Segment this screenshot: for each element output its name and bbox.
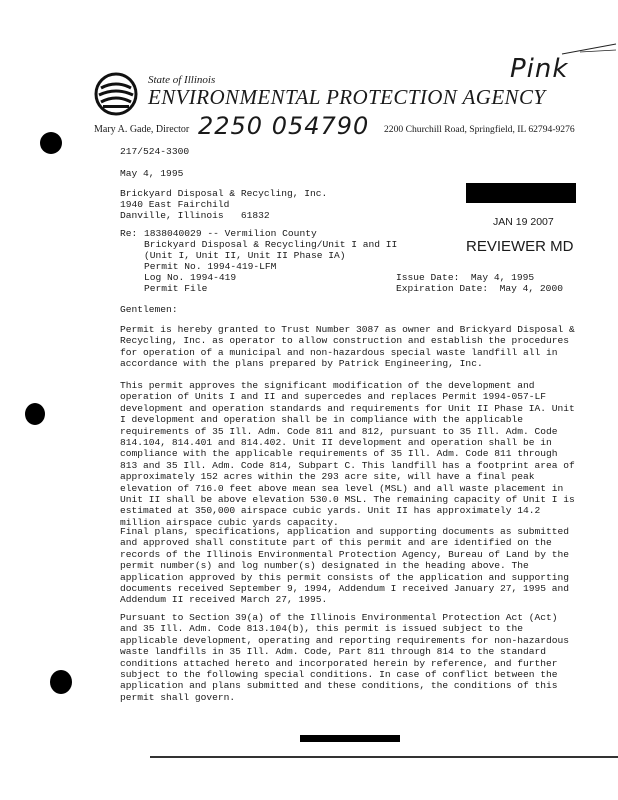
body-paragraph-1: Permit is hereby granted to Trust Number 3087 as owner and Brickyard Disposal & Recycling, Inc. as operator to allow construction and establish the procedures for operation of a municipal and non-hazardous special waste landfill all in accordance with the plans prepared by Patrick Engineering, Inc. (120, 324, 575, 370)
reviewer-stamp: REVIEWER MD (466, 238, 574, 255)
top-right-scribble (560, 40, 618, 60)
director-line: Mary A. Gade, Director (94, 124, 190, 135)
punch-hole (40, 132, 62, 154)
salutation: Gentlemen: (120, 304, 178, 315)
re-log-number: Log No. 1994-419 (144, 272, 237, 283)
body-paragraph-3: Final plans, specifications, application and supporting documents as submitted and approved shall constitute part of this permit and are identified on the records of the Illinois Environmental Protection Agency, Bureau of Land by the permit number(s) and log number(s) designated in the heading above. The application approved by this permit consists of the application and supporting documents received September 9, 1994, Addendum I received January 27, 1995 and Addendum II received March 27, 1995. (120, 526, 570, 606)
re-line-3: (Unit I, Unit II, Unit II Phase IA) (144, 250, 346, 261)
re-line-2: Brickyard Disposal & Recycling/Unit I and II (144, 239, 398, 250)
state-of-illinois: State of Illinois (148, 74, 216, 86)
punch-hole (50, 670, 72, 694)
handwritten-document-number: 2250 054790 (198, 112, 370, 140)
re-permit-number: Permit No. 1994-419-LFM (144, 261, 277, 272)
re-line-1: 1838040029 -- Vermilion County (144, 228, 317, 239)
re-permit-file: Permit File (144, 283, 208, 294)
recipient-line-1: Brickyard Disposal & Recycling, Inc. (120, 188, 328, 199)
redaction-bar (466, 183, 576, 203)
re-label: Re: (120, 228, 138, 239)
agency-name: ENVIRONMENTAL PROTECTION AGENCY (148, 85, 546, 109)
body-paragraph-2: This permit approves the significant modification of the development and operation of Units I and II and supercedes and replaces Permit 1994-057-LF development and operation standards and requirements for Unit II Phase IA. Unit I development and operation shall be in compliance with the applicable requirements of 35 Ill. Adm. Code 811 and 812, pursuant to 35 Ill. Adm. Code 814.104, 814.401 and 814.402. Unit II development and operation shall be in compliance with the applicable requirements of 35 Ill. Adm. Code 811 through 813 and 35 Ill. Adm. Code 814, Subpart C. This landfill has a footprint area of approximately 152 acres within the 293 acre site, will have a final peak elevation of 716.0 feet above mean sea level (MSL) and all waste placement in Unit II shall be above elevation 530.0 MSL. The remaining capacity of Unit I is estimated at 350,000 airspace cubic yards. Unit II has approximately 14.2 million airspace cubic yards capacity. (120, 380, 575, 528)
received-date-stamp: JAN 19 2007 (493, 216, 554, 228)
scan-line (150, 756, 618, 758)
recipient-line-3: Danville, Illinois 61832 (120, 210, 270, 221)
letter-date: May 4, 1995 (120, 168, 184, 179)
phone-number: 217/524-3300 (120, 146, 190, 157)
punch-hole (25, 403, 45, 425)
issue-date: Issue Date: May 4, 1995 (396, 272, 535, 283)
agency-address: 2200 Churchill Road, Springfield, IL 62794-9276 (384, 124, 575, 135)
illinois-epa-logo (94, 72, 138, 116)
body-paragraph-4: Pursuant to Section 39(a) of the Illinois Environmental Protection Act (Act) and 35 Ill. Adm. Code 813.104(b), this permit is issued subject to the applicable development, operating and reporting requirements for non-hazardous waste landfills in 35 Ill. Adm. Code, Part 811 through 814 to the standard conditions attached hereto and incorporated herein by reference, and further subject to the following special conditions. In case of conflict between the application and plans submitted and these conditions, the conditions of this permit shall govern. (120, 612, 570, 703)
bottom-redaction-bar (300, 735, 400, 742)
expiration-date: Expiration Date: May 4, 2000 (396, 283, 563, 294)
recipient-line-2: 1940 East Fairchild (120, 199, 230, 210)
handwritten-note: Pink (510, 54, 569, 84)
